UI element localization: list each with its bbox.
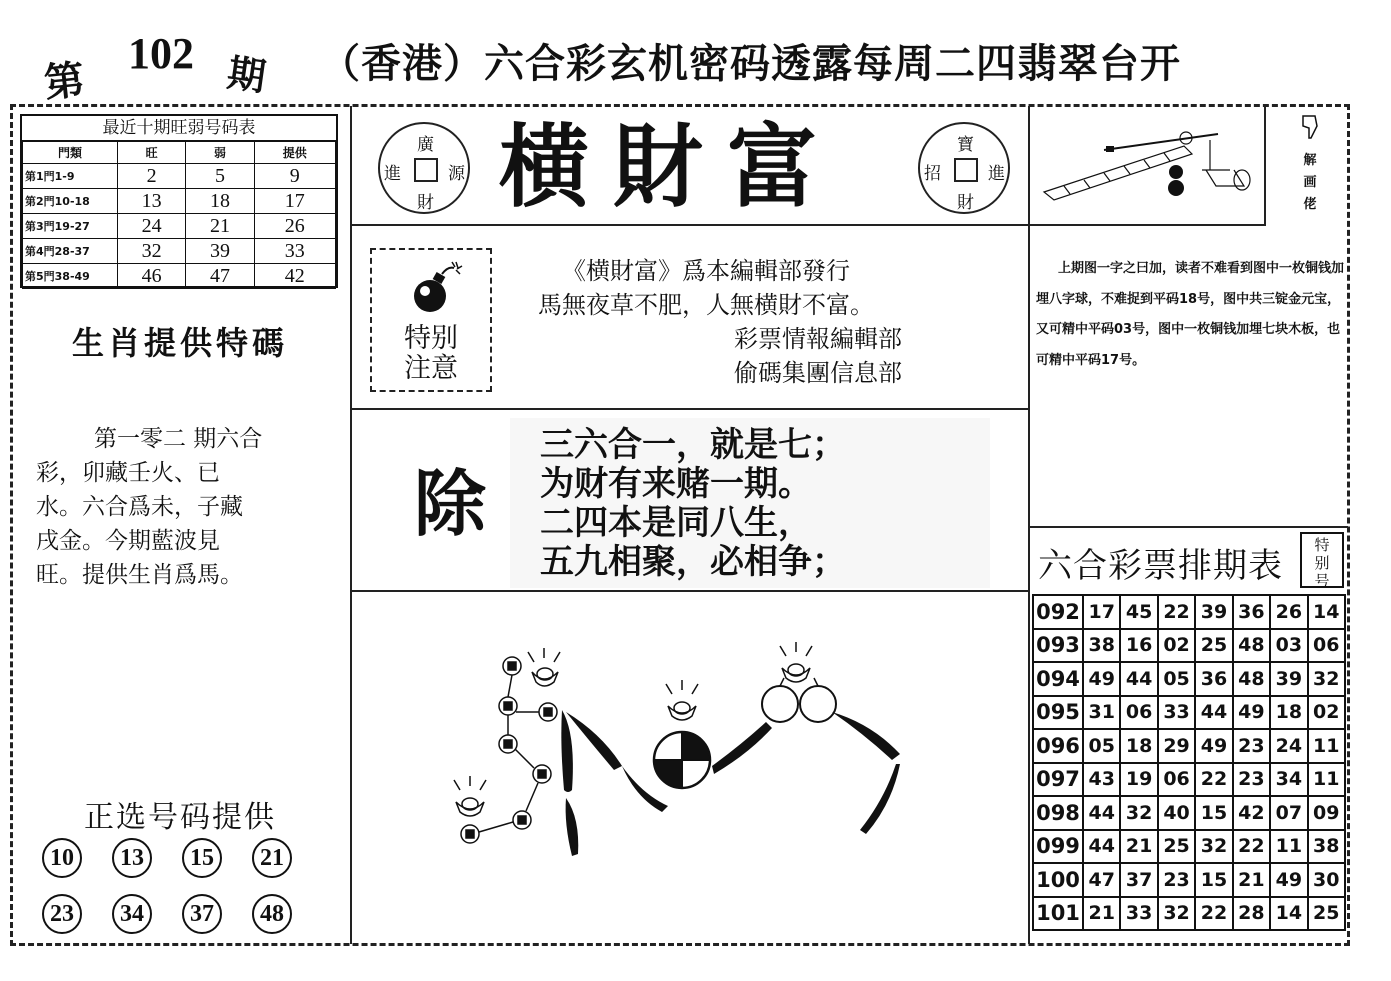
period-cell: 097 bbox=[1033, 763, 1083, 797]
divider-riddle bbox=[350, 590, 1030, 592]
zodiac-line: 戌金。今期藍波見 bbox=[36, 528, 220, 554]
number-cell: 44 bbox=[1083, 796, 1120, 830]
special-number-label bbox=[1300, 532, 1344, 588]
publisher-line: 馬無夜草不肥，人無横財不富。 bbox=[538, 291, 874, 319]
number-cell: 33 bbox=[1158, 696, 1195, 730]
number-cell: 33 bbox=[1120, 897, 1157, 931]
table-row bbox=[1033, 595, 1345, 629]
special-number-cell: 30 bbox=[1308, 863, 1345, 897]
number-cell: 44 bbox=[1083, 830, 1120, 864]
number-cell: 15 bbox=[1195, 796, 1232, 830]
riddle-line: 五九相聚，必相争； bbox=[540, 542, 846, 582]
cell-value: 46 bbox=[118, 264, 186, 289]
brand-title: 横財富 bbox=[499, 114, 841, 220]
number-cell: 40 bbox=[1158, 796, 1195, 830]
number-cell: 34 bbox=[1270, 763, 1307, 797]
picks-grid bbox=[42, 838, 322, 938]
special-number-cell: 14 bbox=[1308, 595, 1345, 629]
number-cell: 02 bbox=[1158, 629, 1195, 663]
period-cell: 101 bbox=[1033, 897, 1083, 931]
table-row bbox=[23, 214, 336, 239]
number-cell: 25 bbox=[1158, 830, 1195, 864]
number-cell: 39 bbox=[1270, 662, 1307, 696]
number-cell: 49 bbox=[1270, 863, 1307, 897]
pick-number: 34 bbox=[112, 894, 152, 934]
number-cell: 14 bbox=[1270, 897, 1307, 931]
number-cell: 21 bbox=[1233, 863, 1270, 897]
pick-number: 13 bbox=[112, 838, 152, 878]
number-cell: 36 bbox=[1233, 595, 1270, 629]
recent-table-grid bbox=[22, 140, 336, 289]
notice-label-line: 特别 bbox=[404, 323, 458, 354]
notice-label-line: 注意 bbox=[404, 353, 458, 384]
pick-number: 21 bbox=[252, 838, 292, 878]
special-number-cell: 38 bbox=[1308, 830, 1345, 864]
publisher-line: 偷碼集團信息部 bbox=[734, 359, 902, 387]
table-row bbox=[1033, 662, 1345, 696]
coin-char: 財 bbox=[957, 193, 974, 213]
number-cell: 48 bbox=[1233, 662, 1270, 696]
publisher-line: 《横財富》爲本編輯部發行 bbox=[562, 257, 850, 285]
number-cell: 23 bbox=[1233, 729, 1270, 763]
number-cell: 05 bbox=[1083, 729, 1120, 763]
period-cell: 092 bbox=[1033, 595, 1083, 629]
coin-char: 進 bbox=[988, 164, 1005, 184]
coin-left-icon bbox=[378, 122, 470, 214]
row-label: 第3門19-27 bbox=[23, 214, 118, 239]
schedule-header bbox=[1032, 530, 1346, 592]
coin-char: 招 bbox=[924, 164, 941, 184]
table-row bbox=[23, 164, 336, 189]
table-row bbox=[1033, 763, 1345, 797]
special-number-cell: 11 bbox=[1308, 729, 1345, 763]
special-number-cell: 09 bbox=[1308, 796, 1345, 830]
coin-char: 財 bbox=[417, 193, 434, 213]
cell-value: 24 bbox=[118, 214, 186, 239]
special-label-char: 别 bbox=[1314, 554, 1330, 572]
number-cell: 25 bbox=[1195, 629, 1232, 663]
period-cell: 096 bbox=[1033, 729, 1083, 763]
zodiac-line: 第一零二 期六合 bbox=[94, 426, 263, 452]
pick-number: 15 bbox=[182, 838, 222, 878]
period-cell: 093 bbox=[1033, 629, 1083, 663]
number-cell: 06 bbox=[1158, 763, 1195, 797]
number-cell: 32 bbox=[1158, 897, 1195, 931]
cell-value: 32 bbox=[118, 239, 186, 264]
row-label: 第2門10-18 bbox=[23, 189, 118, 214]
cell-value: 26 bbox=[254, 214, 335, 239]
number-cell: 21 bbox=[1083, 897, 1120, 931]
number-cell: 18 bbox=[1270, 696, 1307, 730]
number-cell: 07 bbox=[1270, 796, 1307, 830]
number-cell: 18 bbox=[1120, 729, 1157, 763]
period-cell: 095 bbox=[1033, 696, 1083, 730]
row-label: 第4門28-37 bbox=[23, 239, 118, 264]
bomb-icon bbox=[408, 258, 468, 318]
number-cell: 44 bbox=[1120, 662, 1157, 696]
cell-value: 47 bbox=[186, 264, 254, 289]
number-cell: 49 bbox=[1083, 662, 1120, 696]
zodiac-line: 水。六合爲未，子藏 bbox=[36, 494, 243, 520]
number-cell: 28 bbox=[1233, 897, 1270, 931]
balance-sketch-icon bbox=[1034, 110, 1264, 220]
number-cell: 23 bbox=[1158, 863, 1195, 897]
puzzle-illustration bbox=[352, 594, 1026, 942]
number-cell: 39 bbox=[1195, 595, 1232, 629]
issue-suffix: 期 bbox=[224, 50, 269, 100]
number-cell: 49 bbox=[1233, 696, 1270, 730]
table-row bbox=[1033, 830, 1345, 864]
explain-label-char: 画 bbox=[1303, 175, 1317, 190]
notice-badge bbox=[370, 248, 492, 392]
explain-paragraph: 上期图一字之曰加，读者不难看到图中一枚铜钱加埋八字球，不难捉到平码18号，图中共三锭金元宝，又可精中平码03号，图中一枚铜钱加埋七块木板，也可精中平码17号。 bbox=[1036, 261, 1345, 368]
cell-value: 18 bbox=[186, 189, 254, 214]
pick-number: 48 bbox=[252, 894, 292, 934]
cell-value: 42 bbox=[254, 264, 335, 289]
number-cell: 43 bbox=[1083, 763, 1120, 797]
number-cell: 23 bbox=[1233, 763, 1270, 797]
special-number-cell: 11 bbox=[1308, 763, 1345, 797]
page-title: （香港）六合彩玄机密码透露每周二四翡翠台开 bbox=[320, 41, 1181, 87]
issue-prefix: 第 bbox=[42, 57, 87, 107]
number-cell: 11 bbox=[1270, 830, 1307, 864]
explain-label-char: 解 bbox=[1303, 153, 1317, 168]
divider-schedule bbox=[1030, 526, 1348, 528]
number-cell: 24 bbox=[1270, 729, 1307, 763]
schedule-title: 六合彩票排期表 bbox=[1038, 546, 1283, 586]
coin-hole bbox=[954, 158, 978, 182]
number-cell: 05 bbox=[1158, 662, 1195, 696]
number-cell: 31 bbox=[1083, 696, 1120, 730]
recent-numbers-table bbox=[20, 114, 338, 288]
number-cell: 45 bbox=[1120, 595, 1157, 629]
divider-brand bbox=[350, 224, 1030, 226]
number-cell: 22 bbox=[1233, 830, 1270, 864]
zodiac-text bbox=[36, 422, 320, 592]
number-cell: 49 bbox=[1195, 729, 1232, 763]
cell-value: 21 bbox=[186, 214, 254, 239]
cell-value: 33 bbox=[254, 239, 335, 264]
explain-label-char: 佬 bbox=[1303, 197, 1317, 212]
issue-label bbox=[42, 28, 294, 107]
pointing-hand-icon bbox=[1295, 112, 1325, 142]
coin-char: 源 bbox=[448, 164, 465, 184]
number-cell: 48 bbox=[1233, 629, 1270, 663]
coin-char: 寶 bbox=[957, 135, 974, 155]
divider-sketch bbox=[1030, 224, 1266, 226]
zodiac-line: 彩，卯藏壬火、已 bbox=[36, 460, 220, 486]
coin-char: 進 bbox=[384, 164, 401, 184]
number-cell: 16 bbox=[1120, 629, 1157, 663]
riddle-line: 二四本是同八生， bbox=[540, 503, 812, 543]
special-number-cell: 02 bbox=[1308, 696, 1345, 730]
table-row bbox=[1033, 729, 1345, 763]
period-cell: 094 bbox=[1033, 662, 1083, 696]
special-label-char: 号 bbox=[1314, 572, 1330, 590]
number-cell: 17 bbox=[1083, 595, 1120, 629]
zodiac-line: 旺。提供生肖爲馬。 bbox=[36, 562, 243, 588]
pick-number: 23 bbox=[42, 894, 82, 934]
picks-title: 正选号码提供 bbox=[84, 800, 276, 835]
cell-value: 17 bbox=[254, 189, 335, 214]
riddle-line: 三六合一，就是七； bbox=[540, 425, 846, 465]
pick-number: 10 bbox=[42, 838, 82, 878]
divider-notice bbox=[350, 408, 1030, 410]
col-header: 提供 bbox=[254, 141, 335, 164]
table-row bbox=[23, 189, 336, 214]
pick-number: 37 bbox=[182, 894, 222, 934]
special-label-char: 特 bbox=[1314, 536, 1330, 554]
cell-value: 39 bbox=[186, 239, 254, 264]
cell-value: 5 bbox=[186, 164, 254, 189]
schedule-table bbox=[1032, 594, 1346, 931]
number-cell: 44 bbox=[1195, 696, 1232, 730]
divider-right bbox=[1028, 106, 1030, 944]
divider-jiehua bbox=[1264, 106, 1266, 226]
number-cell: 22 bbox=[1195, 897, 1232, 931]
col-header: 門類 bbox=[23, 141, 118, 164]
coin-right-icon bbox=[918, 122, 1010, 214]
table-row bbox=[1033, 863, 1345, 897]
riddle-line: 为财有来赌一期。 bbox=[540, 464, 812, 504]
col-header: 旺 bbox=[118, 141, 186, 164]
number-cell: 32 bbox=[1195, 830, 1232, 864]
special-number-cell: 32 bbox=[1308, 662, 1345, 696]
row-label: 第1門1-9 bbox=[23, 164, 118, 189]
number-cell: 06 bbox=[1120, 696, 1157, 730]
cell-value: 2 bbox=[118, 164, 186, 189]
cell-value: 9 bbox=[254, 164, 335, 189]
number-cell: 15 bbox=[1195, 863, 1232, 897]
table-row bbox=[1033, 897, 1345, 931]
riddle-prefix: 除 bbox=[414, 462, 487, 546]
number-cell: 26 bbox=[1270, 595, 1307, 629]
period-cell: 098 bbox=[1033, 796, 1083, 830]
cell-value: 13 bbox=[118, 189, 186, 214]
table-row bbox=[1033, 629, 1345, 663]
period-cell: 100 bbox=[1033, 863, 1083, 897]
table-row bbox=[1033, 796, 1345, 830]
coin-hole bbox=[414, 158, 438, 182]
number-cell: 21 bbox=[1120, 830, 1157, 864]
recent-table-title: 最近十期旺弱号码表 bbox=[22, 116, 336, 142]
period-cell: 099 bbox=[1033, 830, 1083, 864]
plank-strokes-icon bbox=[561, 710, 900, 856]
table-row bbox=[23, 239, 336, 264]
number-cell: 19 bbox=[1120, 763, 1157, 797]
row-label: 第5門38-49 bbox=[23, 264, 118, 289]
number-cell: 22 bbox=[1158, 595, 1195, 629]
number-cell: 37 bbox=[1120, 863, 1157, 897]
explain-text bbox=[1036, 254, 1344, 376]
issue-number: 102 bbox=[128, 29, 194, 78]
number-cell: 38 bbox=[1083, 629, 1120, 663]
number-cell: 47 bbox=[1083, 863, 1120, 897]
number-cell: 03 bbox=[1270, 629, 1307, 663]
publisher-line: 彩票情報編輯部 bbox=[734, 325, 902, 353]
publisher-text bbox=[538, 254, 1008, 390]
explain-label bbox=[1292, 112, 1328, 216]
special-number-cell: 06 bbox=[1308, 629, 1345, 663]
number-cell: 29 bbox=[1158, 729, 1195, 763]
coin-char: 廣 bbox=[417, 135, 434, 155]
special-number-cell: 25 bbox=[1308, 897, 1345, 931]
table-row bbox=[1033, 696, 1345, 730]
table-row bbox=[23, 264, 336, 289]
apple-icon bbox=[762, 678, 836, 722]
number-cell: 42 bbox=[1233, 796, 1270, 830]
number-cell: 32 bbox=[1120, 796, 1157, 830]
notice-label bbox=[372, 324, 490, 384]
riddle-text bbox=[540, 426, 980, 582]
col-header: 弱 bbox=[186, 141, 254, 164]
football-icon bbox=[654, 732, 710, 788]
number-cell: 22 bbox=[1195, 763, 1232, 797]
number-cell: 36 bbox=[1195, 662, 1232, 696]
zodiac-title: 生肖提供特碼 bbox=[71, 324, 288, 362]
